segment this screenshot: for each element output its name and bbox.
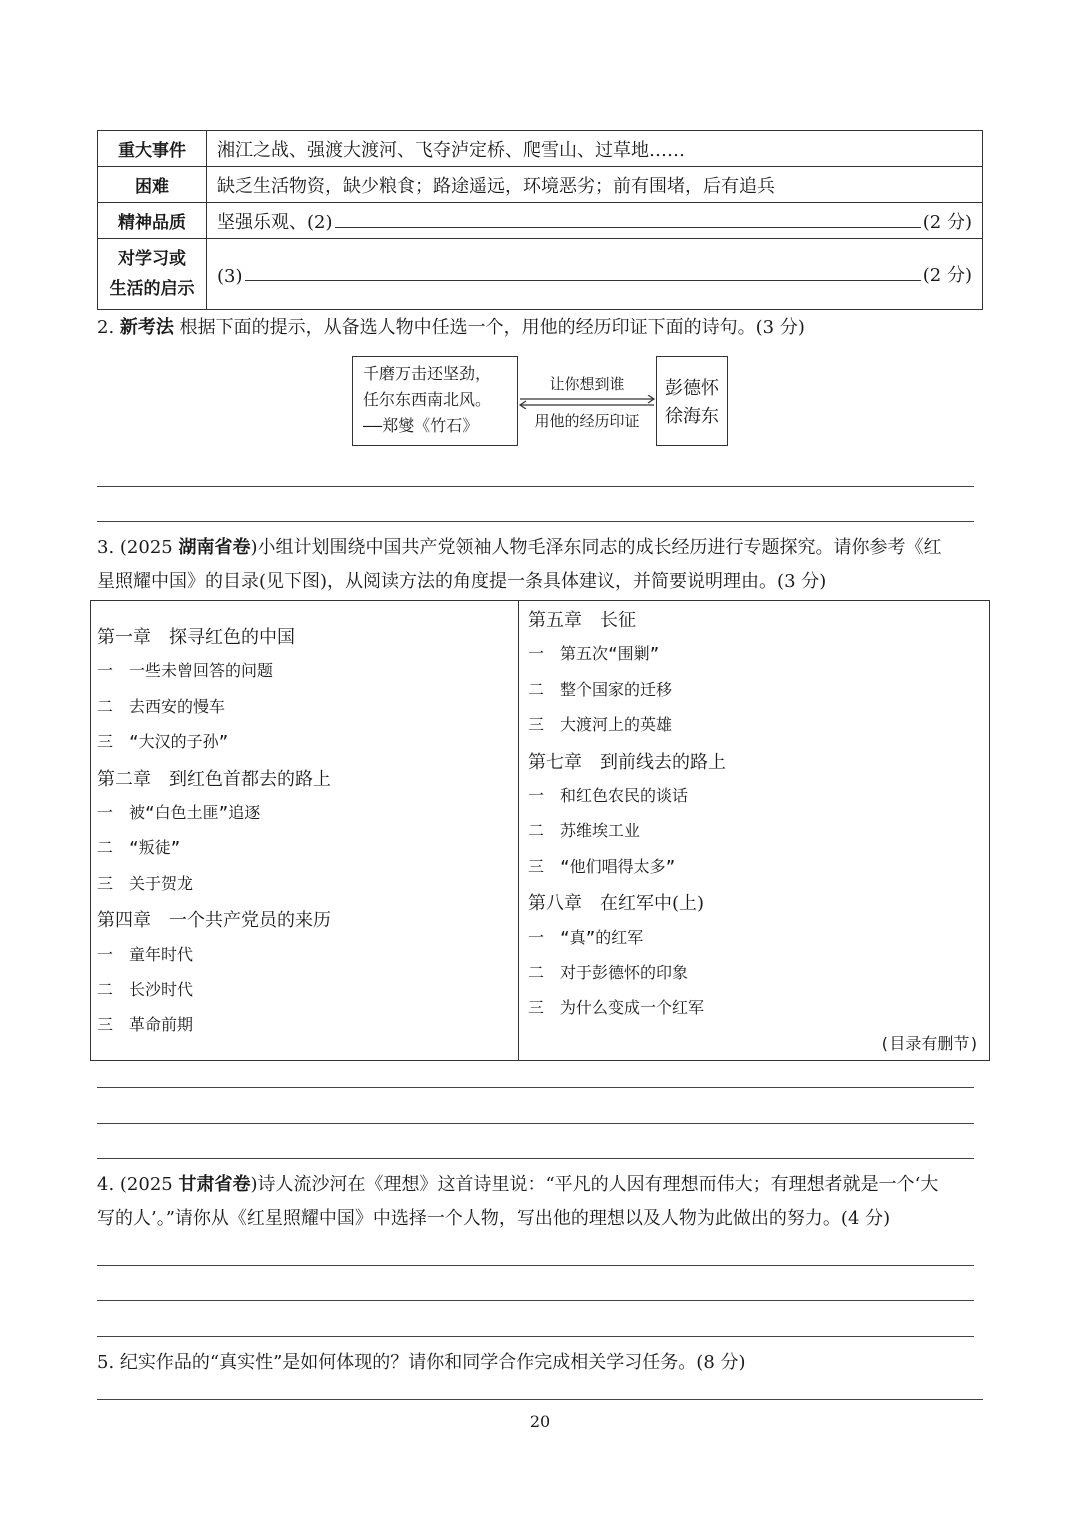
question-source: 甘肃省卷 (178, 1174, 251, 1195)
question-5: 5. 纪实作品的“真实性”是如何体现的？请你和同学合作完成相关学习任务。(8 分) (97, 1352, 746, 1373)
question-text: 星照耀中国》的目录(见下图)，从阅读方法的角度提一条具体建议，并简要说明理由。(3 分) (97, 571, 827, 592)
answer-blank[interactable] (245, 279, 921, 281)
toc-chapter: 第四章 一个共产党员的来历 (97, 910, 331, 932)
answer-line[interactable] (97, 1336, 974, 1337)
page-number: 20 (529, 1412, 551, 1431)
answer-line[interactable] (97, 1087, 974, 1088)
row-fill-cell (207, 203, 983, 239)
question-text: )小组计划围绕中国共产党领袖人物毛泽东同志的成长经历进行专题探究。请你参考《红 (250, 537, 942, 558)
question-text: )诗人流沙河在《理想》这首诗里说：“平凡的人因有理想而伟大；有理想者就是一个‘大 (250, 1174, 939, 1195)
row-content: 坚强乐观、(2) (217, 211, 333, 233)
row-head: 精神品质 (98, 203, 207, 239)
toc-section: 三 革命前期 (97, 1015, 194, 1035)
toc-section: 一 一些未曾回答的问题 (97, 661, 274, 681)
toc-chapter: 第八章 在红军中(上) (528, 893, 705, 915)
toc-section: 一 “真”的红军 (528, 927, 644, 947)
double-arrow-icon (518, 395, 656, 409)
table-row (98, 167, 983, 203)
candidate-name: 徐海东 (665, 406, 719, 427)
toc-section: 一 童年时代 (97, 944, 194, 964)
toc-section: 一 和红色农民的谈话 (528, 786, 689, 805)
score-label: (2 分) (922, 265, 972, 286)
toc-chapter: 第一章 探寻红色的中国 (97, 627, 295, 648)
row-head (98, 239, 207, 310)
row-head-line: 对学习或 (118, 249, 186, 269)
answer-line[interactable] (97, 1399, 983, 1400)
toc-section: 二 长沙时代 (97, 980, 194, 999)
toc-chapter: 第五章 长征 (528, 610, 636, 631)
poem-line: 任尔东西南北风。 (363, 390, 492, 409)
answer-line[interactable] (97, 1300, 974, 1301)
table-row (98, 239, 983, 310)
score-label: (2 分) (922, 211, 972, 233)
toc-section: 二 整个国家的迁移 (528, 679, 673, 699)
toc-section: 三 关于贺龙 (97, 873, 194, 893)
toc-section: 一 被“白色土匪”追逐 (97, 803, 261, 822)
toc-section: 二 “叛徒” (97, 838, 181, 858)
answer-blank[interactable] (335, 226, 921, 228)
table-row (98, 203, 983, 239)
toc-section: 二 去西安的慢车 (97, 696, 226, 716)
answer-line[interactable] (97, 1265, 974, 1266)
question-number: 4. (2025 (97, 1174, 179, 1195)
toc-chapter: 第七章 到前线去的路上 (528, 751, 726, 773)
arrow-label-bottom: 用他的经历印证 (534, 412, 640, 430)
question-tag: 新考法 (119, 317, 174, 338)
toc-section: 三 “他们唱得太多” (528, 856, 676, 876)
question-2 (97, 311, 983, 345)
toc-chapter: 第二章 到红色首都去的路上 (97, 768, 331, 790)
toc-section: 三 大渡河上的英雄 (528, 715, 673, 735)
question-source: 湖南省卷 (178, 537, 251, 558)
summary-table (97, 130, 983, 310)
poem-source: ——郑燮《竹石》 (363, 416, 479, 435)
row-head: 困难 (98, 167, 207, 203)
answer-line[interactable] (97, 1158, 974, 1159)
question-3 (97, 531, 983, 599)
candidate-name: 彭德怀 (665, 378, 719, 399)
question-text: 根据下面的提示，从备选人物中任选一个，用他的经历印证下面的诗句。(3 分) (179, 317, 805, 338)
table-of-contents (90, 600, 990, 1061)
toc-section: 一 第五次“围剿” (528, 644, 660, 664)
answer-line[interactable] (97, 486, 974, 487)
question-text: 写的人’。”请你从《红星照耀中国》中选择一个人物，写出他的理想以及人物为此做出的努力。(4 分) (97, 1208, 891, 1229)
question-4 (97, 1168, 983, 1236)
toc-section: 三 “大汉的子孙” (97, 732, 229, 752)
table-row (98, 131, 983, 167)
toc-section: 三 为什么变成一个红军 (528, 998, 705, 1018)
answer-line[interactable] (97, 1123, 974, 1124)
toc-section: 二 苏维埃工业 (528, 821, 641, 841)
row-content: 湘江之战、强渡大渡河、飞夺泸定桥、爬雪山、过草地…… (207, 131, 983, 167)
column-divider (518, 601, 519, 1060)
toc-section: 二 对于彭德怀的印象 (528, 963, 689, 982)
row-content: 缺乏生活物资，缺少粮食；路途遥远，环境恶劣；前有围堵，后有追兵 (207, 167, 983, 203)
row-content: (3) (217, 266, 243, 287)
arrow-label-top: 让你想到谁 (549, 375, 625, 393)
row-fill-cell (207, 239, 983, 310)
poem-line: 千磨万击还坚劲， (363, 364, 492, 383)
poem-box (352, 356, 518, 446)
answer-line[interactable] (97, 521, 974, 522)
toc-note: (目录有删节) (879, 1034, 979, 1053)
candidate-box (656, 356, 728, 446)
question-number: 2. (97, 317, 115, 338)
row-head-line: 生活的启示 (109, 279, 195, 299)
question-number: 3. (2025 (97, 537, 179, 558)
row-head: 重大事件 (98, 131, 207, 167)
